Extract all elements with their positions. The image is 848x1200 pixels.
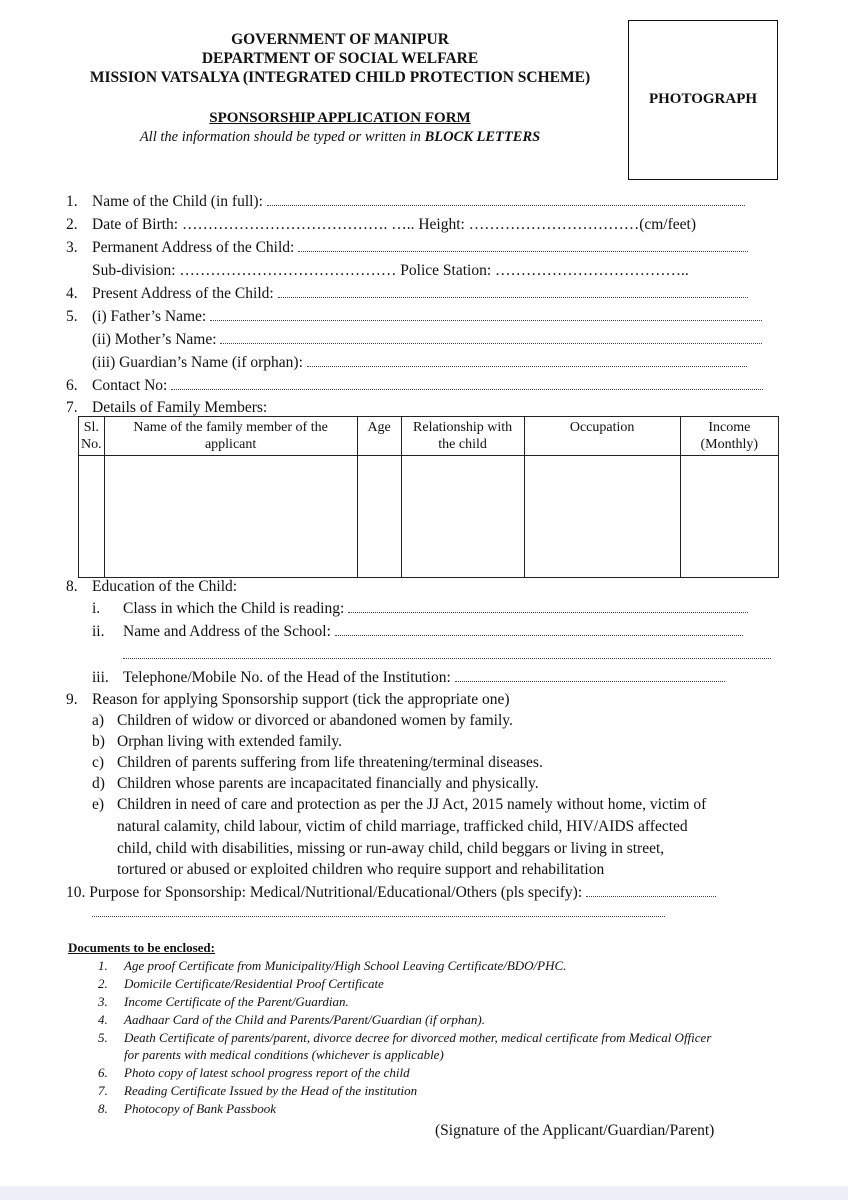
field-number: 8. [66,578,78,595]
field-school-address-line2[interactable] [123,645,771,665]
cell-member-name[interactable] [104,456,357,578]
doc-text: Reading Certificate Issued by the Head of the institution [124,1083,418,1098]
section-reason [66,690,510,710]
doc-text: Photocopy of Bank Passbook [124,1101,276,1116]
field-number: 4. [66,285,78,302]
doc-number: 5. [98,1030,108,1045]
header-sl-no: Sl. No. [79,417,105,456]
field-label: Reason for applying Sponsorship support (tick the appropriate one) [92,691,510,708]
family-members-table [78,416,779,578]
field-subdivision-police-station[interactable] [92,261,689,281]
doc-text: Domicile Certificate/Residential Proof Certificate [124,976,384,991]
signature-label: (Signature of the Applicant/Guardian/Parent) [435,1122,715,1139]
field-guardian-name[interactable] [92,353,747,373]
fill-line[interactable] [92,903,665,917]
option-text: Children of widow or divorced or abandoned women by family. [117,712,513,729]
page-bottom-edge [0,1186,848,1200]
cell-income[interactable] [680,456,778,578]
table-row[interactable] [79,456,779,578]
field-mother-name[interactable] [92,330,762,350]
field-label: Name and Address of the School: [123,623,331,640]
field-present-address[interactable] [66,284,748,304]
field-label: Education of the Child: [92,578,238,595]
instructions-text: All the information should be typed or written in [139,129,425,145]
document-item [98,1011,485,1028]
fill-line[interactable] [210,307,762,321]
field-label: (i) Father’s Name: [92,308,207,325]
field-permanent-address[interactable] [66,238,748,258]
reason-option-e-line2: natural calamity, child labour, victim of child marriage, trafficked child, HIV/AIDS affected [117,818,688,835]
field-purpose[interactable] [66,883,716,903]
option-text: Orphan living with extended family. [117,733,342,750]
doc-number: 6. [98,1065,108,1080]
form-instructions [60,129,620,146]
field-label: Telephone/Mobile No. of the Head of the Institution: [123,669,451,686]
reason-option-e[interactable] [92,795,706,815]
doc-number: 3. [98,994,108,1009]
cell-occupation[interactable] [524,456,680,578]
option-letter: e) [92,796,105,813]
field-label: Class in which the Child is reading: [123,600,345,617]
field-number: 2. [66,216,78,233]
fill-line[interactable] [586,883,716,897]
instructions-emphasis: BLOCK LETTERS [424,129,541,145]
option-letter: a) [92,712,105,729]
document-item [98,1100,276,1117]
field-label: Permanent Address of the Child: [92,239,295,256]
reason-option-d[interactable] [92,774,539,794]
option-text: Children of parents suffering from life threatening/terminal diseases. [117,754,543,771]
option-letter: d) [92,775,105,792]
item-number: i. [92,600,101,617]
fill-line[interactable] [455,668,725,682]
document-item [98,975,384,992]
reason-option-e-line4: tortured or abused or exploited children who require support and rehabilitation [117,861,605,878]
doc-number: 2. [98,976,108,991]
doc-text: Age proof Certificate from Municipality/High School Leaving Certificate/BDO/PHC. [124,958,567,973]
field-number: 3. [66,239,78,256]
document-item [98,957,566,974]
document-item [98,993,349,1010]
cell-relationship[interactable] [401,456,524,578]
field-label: Contact No: [92,377,168,394]
documents-title: Documents to be enclosed: [68,940,215,955]
doc-number: 4. [98,1012,108,1027]
reason-option-c[interactable] [92,753,543,773]
field-number: 9. [66,691,78,708]
header-member-name: Name of the family member of the applicant [104,417,357,456]
field-child-name[interactable] [66,192,745,212]
document-item [98,1082,417,1099]
doc-text: Aadhaar Card of the Child and Parents/Parent/Guardian (if orphan). [124,1012,485,1027]
reason-option-e-line3: child, child with disabilities, missing or run-away child, child beggars or living in street, [117,840,665,857]
reason-option-a[interactable] [92,711,513,731]
field-contact-no[interactable] [66,376,763,396]
option-text: Children in need of care and protection as per the JJ Act, 2015 namely without home, victim of [117,796,707,813]
fill-line[interactable] [278,284,748,298]
field-number: 5. [66,308,78,325]
field-class-reading[interactable] [92,599,748,619]
field-label: Present Address of the Child: [92,285,274,302]
doc-text: Income Certificate of the Parent/Guardian. [124,994,349,1009]
doc-number: 8. [98,1101,108,1116]
field-number: 1. [66,193,78,210]
field-label: (iii) Guardian’s Name (if orphan): [92,354,303,371]
document-item-continuation: for parents with medical conditions (whichever is applicable) [124,1047,444,1062]
header-mission: MISSION VATSALYA (INTEGRATED CHILD PROTECTION SCHEME) [89,69,591,86]
field-number: 7. [66,399,78,416]
fill-line[interactable] [348,599,748,613]
header-income: Income (Monthly) [680,417,778,456]
field-number: 6. [66,377,78,394]
table-header-row [79,417,779,456]
field-label: Sub-division: …………………………………… Police Station: ……………………………….. [92,262,689,279]
header-government: GOVERNMENT OF MANIPUR [231,31,449,48]
photograph-label: PHOTOGRAPH [648,91,758,107]
fill-line[interactable] [307,353,747,367]
field-label: (ii) Mother’s Name: [92,331,217,348]
doc-text: Photo copy of latest school progress report of the child [124,1065,410,1080]
field-label: Details of Family Members: [92,399,268,416]
fill-line[interactable] [171,376,763,390]
field-purpose-line2[interactable] [92,903,665,923]
field-school-name-address[interactable] [92,622,743,642]
doc-text: Death Certificate of parents/parent, divorce decree for divorced mother, medical certificate from Medical Officer [124,1030,712,1045]
option-letter: c) [92,754,105,771]
item-number: iii. [92,669,109,686]
field-label: Date of Birth: …………………………………. ….. Height: ……………………………(cm/feet) [92,216,697,233]
doc-number: 1. [98,958,108,973]
document-item [98,1029,711,1046]
field-head-telephone[interactable] [92,668,725,688]
field-dob-height[interactable] [66,215,696,235]
item-number: ii. [92,623,105,640]
section-education [66,577,237,597]
field-family-members [66,398,267,418]
field-label: Purpose for Sponsorship: Medical/Nutritional/Educational/Others (pls specify): [89,884,583,901]
photograph-box[interactable] [628,20,778,180]
cell-age[interactable] [357,456,401,578]
fill-line[interactable] [298,238,748,252]
cell-sl-no[interactable] [79,456,105,578]
header-occupation: Occupation [524,417,680,456]
header-age: Age [357,417,401,456]
option-text: Children whose parents are incapacitated financially and physically. [117,775,539,792]
field-label: Name of the Child (in full): [92,193,263,210]
field-number: 10. [66,884,86,901]
header-department: DEPARTMENT OF SOCIAL WELFARE [201,50,479,67]
field-father-name[interactable] [66,307,762,327]
fill-line[interactable] [123,645,771,659]
document-item [98,1064,410,1081]
option-letter: b) [92,733,105,750]
doc-number: 7. [98,1083,108,1098]
fill-line[interactable] [335,622,743,636]
fill-line[interactable] [220,330,762,344]
form-title: SPONSORSHIP APPLICATION FORM [209,110,471,126]
reason-option-b[interactable] [92,732,342,752]
header-relationship: Relationship with the child [401,417,524,456]
fill-line[interactable] [267,192,745,206]
